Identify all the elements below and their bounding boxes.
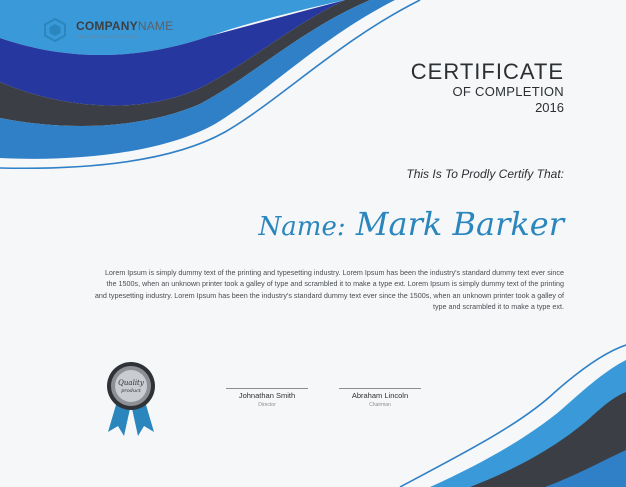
- company-name-bold: COMPANY: [76, 19, 138, 33]
- recipient-name: Mark Barker: [355, 205, 564, 243]
- certificate-body-text: Lorem Ipsum is simply dummy text of the printing and typesetting industry. Lorem Ipsum has been the industry's standard dummy text ever since the 1500s, when an unknown printer took a galley of type and scrambled it to make a type ext. Lorem Ipsum is simply dummy text of the printing and typesetting industry. Lorem Ipsum has been the industry's standard dummy text ever since the 1500s, when an unknown printer took a galley of type and scrambled it to make a type ext.: [94, 268, 564, 312]
- certificate-title-block: [411, 60, 564, 116]
- certificate-year: 2016: [535, 100, 564, 115]
- signature-block-director: [226, 388, 308, 409]
- certificate-title: CERTIFICATE: [410, 59, 564, 84]
- company-name-light: NAME: [137, 19, 174, 33]
- hexagon-logo-icon: [44, 18, 66, 42]
- company-name: [76, 19, 173, 33]
- signature-name: Johnathan Smith: [238, 391, 296, 400]
- recipient-line: [259, 205, 564, 243]
- signature-role: Director: [258, 402, 276, 408]
- company-logo: [44, 18, 244, 48]
- signature-name: Abraham Lincoln: [351, 391, 409, 400]
- name-label: Name:: [258, 212, 346, 242]
- quality-badge-icon: [104, 360, 158, 438]
- certify-statement: This Is To Prodly Certify That:: [406, 167, 564, 181]
- signature-line: [339, 388, 421, 389]
- badge-text-product: product: [121, 388, 141, 394]
- signature-role: Chairman: [369, 402, 391, 408]
- badge-text-quality: Quality: [118, 379, 144, 387]
- company-tagline: YOUR TAGLINE GOES HERE: [77, 34, 138, 39]
- signature-block-chairman: [339, 388, 421, 409]
- signature-line: [226, 388, 308, 389]
- certificate-subtitle: OF COMPLETION: [452, 84, 564, 99]
